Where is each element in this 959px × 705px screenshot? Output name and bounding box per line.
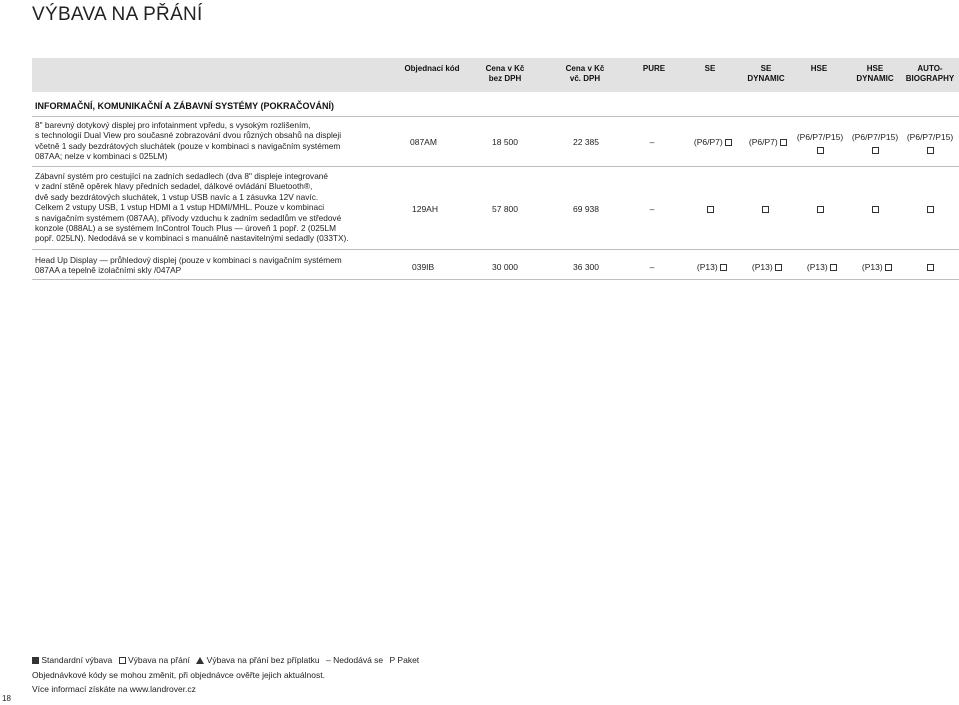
row-description: 8" barevný dotykový displej pro infotainment vpředu, s vysokým rozlišením, s technologií Dual View pro současné zobrazování dvou různých obsahů na displeji včetně 1 sady bezdrátových sluchátek (pouze v kombinaci s navigačním systémem 087AA; nelze v kombinaci s 025LM): [35, 120, 342, 162]
option-square-icon: [762, 206, 769, 213]
option-square-icon: [830, 264, 837, 271]
option-square-icon: [720, 264, 727, 271]
footer-note: Objednávkové kódy se mohou změnit, při objednávce ověřte jejich aktuálnost.: [32, 670, 325, 680]
row-order-code: 039IB: [412, 262, 435, 272]
row-order-code: 087AM: [410, 137, 437, 147]
section-divider: [32, 116, 959, 117]
legend-option: Výbava na přání: [128, 655, 190, 665]
header-trim-pure: PURE: [642, 64, 666, 73]
header-trim-autobiography: AUTO- BIOGRAPHY: [905, 64, 955, 83]
option-square-icon: [707, 206, 714, 213]
page-number: 18: [2, 694, 11, 703]
row-trim-autobiography: [910, 262, 950, 272]
legend-not-available: – Nedodává se: [325, 655, 384, 665]
row-trim-se: (P13): [685, 262, 739, 272]
row-trim-hse-dynamic: (P13): [850, 262, 904, 272]
header-trim-hse-dynamic: HSE DYNAMIC: [856, 64, 894, 83]
row-trim-hse: [800, 204, 840, 214]
header-price-excl-vat: Cena v Kč bez DPH: [485, 64, 525, 83]
option-square-icon: [872, 147, 879, 154]
page-title: VÝBAVA NA PŘÁNÍ: [32, 4, 203, 25]
row-trim-autobiography: (P6/P7/P15): [902, 131, 958, 157]
section-title: INFORMAČNÍ, KOMUNIKAČNÍ A ZÁBAVNÍ SYSTÉMY (POKRAČOVÁNÍ): [35, 101, 334, 111]
row-order-code: 129AH: [412, 204, 438, 214]
header-trim-hse: HSE: [810, 64, 828, 73]
legend-free-option: Výbava na přání bez příplatku: [206, 655, 320, 665]
row-trim-autobiography: [910, 204, 950, 214]
option-square-icon: [780, 139, 787, 146]
row-price-excl-vat: 18 500: [492, 137, 518, 147]
row-price-incl-vat: 22 385: [573, 137, 599, 147]
row-price-incl-vat: 69 938: [573, 204, 599, 214]
option-square-icon: [885, 264, 892, 271]
standard-square-icon: [32, 657, 39, 664]
row-price-excl-vat: 30 000: [492, 262, 518, 272]
row-trim-hse: (P6/P7/P15): [792, 131, 848, 157]
option-square-icon: [927, 147, 934, 154]
legend-standard: Standardní výbava: [41, 655, 113, 665]
option-square-icon: [927, 206, 934, 213]
column-header-band: [32, 58, 959, 92]
row-trim-hse-dynamic: (P6/P7/P15): [847, 131, 903, 157]
legend: [32, 655, 423, 665]
header-order-code: Objednací kód: [404, 64, 460, 73]
row-trim-se-dynamic: (P13): [740, 262, 794, 272]
option-square-icon: [817, 206, 824, 213]
option-square-icon: [119, 657, 126, 664]
footer-website: Více informací získáte na www.landrover.cz: [32, 684, 196, 694]
row-divider: [32, 249, 959, 250]
legend-package: P Paket: [389, 655, 420, 665]
row-trim-hse-dynamic: [855, 204, 895, 214]
row-trim-pure: –: [649, 262, 655, 272]
row-trim-se-dynamic: [745, 204, 785, 214]
option-square-icon: [872, 206, 879, 213]
row-trim-se: (P6/P7): [683, 137, 743, 147]
row-divider: [32, 166, 959, 167]
option-square-icon: [927, 264, 934, 271]
row-trim-pure: –: [649, 204, 655, 214]
row-description: Head Up Display — průhledový displej (pouze v kombinaci s navigačním systémem 087AA a tepelně izolačními skly /047AP: [35, 255, 342, 276]
row-trim-pure: –: [649, 137, 655, 147]
header-trim-se: SE: [704, 64, 716, 73]
option-square-icon: [817, 147, 824, 154]
header-trim-se-dynamic: SE DYNAMIC: [747, 64, 785, 83]
row-trim-hse: (P13): [795, 262, 849, 272]
row-price-excl-vat: 57 800: [492, 204, 518, 214]
row-trim-se-dynamic: (P6/P7): [738, 137, 798, 147]
option-square-icon: [725, 139, 732, 146]
row-price-incl-vat: 36 300: [573, 262, 599, 272]
row-divider: [32, 279, 959, 280]
row-trim-se: [690, 204, 730, 214]
triangle-icon: [196, 657, 204, 664]
option-square-icon: [775, 264, 782, 271]
header-price-incl-vat: Cena v Kč vč. DPH: [565, 64, 605, 83]
row-description: Zábavní systém pro cestující na zadních sedadlech (dva 8" displeje integrované v zadní stěně opěrek hlavy předních sedadel, dálkové ovládání Bluetooth®, dvě sady bezdrátových sluchátek, 1 vstup USB navíc a 1 zásuvka 12V navíc. Celkem 2 vstupy USB, 1 vstup HDMI a 1 vstup HDMI/MHL. Pouze v kombinaci s navigačním systémem (087AA), přívody vzduchu k zadním sedadlům ve středové konzole (088AL) a se systémem InControl Touch Plus — úroveň 1 popř. 2 (025LM popř. 025LN). Nedodává se v kombinaci s manuálně nastavitelnými sedadly (033TX).: [35, 171, 349, 244]
